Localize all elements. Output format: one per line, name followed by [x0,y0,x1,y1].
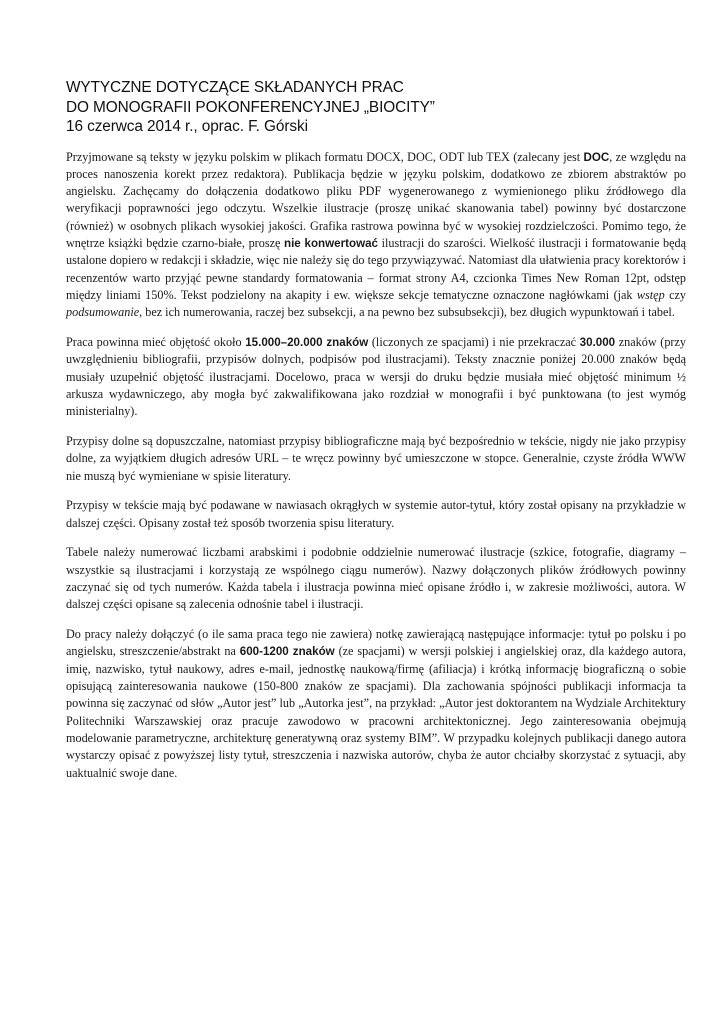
paragraph-formats [66,149,686,322]
text-run: znaków (przy uwzględnieniu bibliografii, przypisów dolnych, podpisów pod ilustracjami). Teksty znacznie poniżej 20.000 znaków będą musiały uzupełnić objętość ilustracjami. Docelowo, praca w wersji do druku będzie musiała mieć objętość minimum ½ arkusza wydawniczego, aby mogła być zakwalifikowana jako rozdział w monografii i być punktowana (to jest wymóg ministerialny). [66,334,686,419]
document-page [66,78,686,794]
bold-char-range: 15.000–20.000 znaków [245,335,369,349]
text-run: ilustracji do szarości. Wielkość ilustracji i formatowanie będą ustalone dopiero w redakcji i składzie, więc nie należy się do tego przywiązywać. Natomiast dla ułatwienia pracy korektorów i recenzentów warto przyjąć pewne standardy formatowania – format strony A4, czcionka Times New Roman 12pt, odstęp między liniami 150%. Tekst podzielony na akapity i ew. większe sekcje tematyczne oznaczone nagłówkami (jak [66,235,686,302]
title-line-3: 16 czerwca 2014 r., oprac. F. Górski [66,118,308,135]
text-run: Przyjmowane są teksty w języku polskim w plikach formatu DOCX, DOC, ODT lub TEX (zalecany jest [66,149,584,164]
text-run: Praca powinna mieć objętość około [66,334,246,349]
document-body [66,149,686,782]
paragraph-length [66,334,686,420]
bold-no-convert: nie konwertować [284,236,378,250]
document-title [66,78,686,137]
paragraph-tables: Tabele należy numerować liczbami arabskimi i podobnie oddzielnie numerować ilustracje (szkice, fotografie, diagramy – wszystkie są ilustracjami i korzystają ze wspólnego ciągu numerów). Nazwy dołączonych plików źródłowych powinny zaczynać się od tych numerów. Każda tabela i ilustracja powinna mieć opisane źródło i, w zakresie możliwości, autora. W dalszej części opisane są zalecenia odnośnie tabel i ilustracji. [66,545,686,612]
paragraph-footnotes: Przypisy dolne są dopuszczalne, natomiast przypisy bibliograficzne mają być bezpośrednio w tekście, nigdy nie jako przypisy dolne, za wyjątkiem długich adresów URL – te wręcz powinny być umieszczone w stopce. Generalnie, czyste źródła WWW nie muszą być wymieniane w spisie literatury. [66,433,686,483]
italic-wstep: wstęp [636,287,665,302]
title-line-1: WYTYCZNE DOTYCZĄCE SKŁADANYCH PRAC [66,79,404,96]
bold-char-max: 30.000 [579,335,616,349]
text-run: , bez ich numerowania, raczej bez subsekcji, a na pewno bez subsubsekcji), bez długich wypunktowań i tabel. [139,305,675,320]
text-run: czy [664,287,686,302]
text-run: (liczonych ze spacjami) i nie przekraczać [368,334,580,349]
title-line-2: DO MONOGRAFII POKONFERENCYJNEJ „BIOCITY” [66,98,435,116]
italic-podsumowanie: podsumowanie [66,305,140,320]
text-run: Do pracy należy dołączyć (o ile sama praca tego nie zawiera) notkę zawierającą następujące informacje: tytuł po polsku i po angielsku, streszczenie/abstrakt na [66,627,686,659]
bold-abstract-length: 600-1200 znaków [239,645,335,659]
paragraph-author-note [66,626,686,782]
text-run: (ze spacjami) w wersji polskiej i angielskiej oraz, dla każdego autora, imię, nazwisko, tytuł naukowy, adres e-mail, jednostkę naukową/firmę (afiliacja) i krótką informację biograficzną o sobie opisującą zainteresowania naukowe (150-800 znaków ze spacjami). Dla zachowania spójności publikacji informacja ta powinna się zaczynać od słów „Autor jest” lub „Autorka jest”, na przykład: „Autor jest doktorantem na Wydziale Architektury Politechniki Warszawskiej oraz pracuje zawodowo w pracowni architektonicznej. Jego zainteresowania obejmują modelowanie parametryczne, architekturę generatywną oraz systemy BIM”. W przypadku kolejnych publikacji danego autora wystarczy opisać z powyższej listy tytuł, streszczenia i nazwiska autorów, chyba że autor chciałby skorzystać z sytuacji, aby uaktualnić swoje dane. [66,644,687,780]
bold-doc: DOC [583,150,610,164]
text-run: , ze względu na proces nanoszenia korekt przez redaktora). Publikacja będzie w języku polskim, dodatkowo ze zbiorem abstraktów po angielsku. Zachęcamy do dołączenia dodatkowo pliku PDF wygenerowanego z wymienionego pliku źródłowego dla weryfikacji poprawności jego odczytu. Wszelkie ilustracje (proszę unikać skanowania tabel) powinny być dostarczone (również) w osobnych plikach wysokiej jakości. Grafika rastrowa powinna być w wysokiej rozdzielczości. Pomimo tego, że wnętrze książki będzie czarno-białe, proszę [66,149,686,250]
paragraph-citations: Przypisy w tekście mają być podawane w nawiasach okrągłych w systemie autor-tytuł, który został opisany na przykładzie w dalszej części. Opisany został też sposób tworzenia spisu literatury. [66,498,686,530]
